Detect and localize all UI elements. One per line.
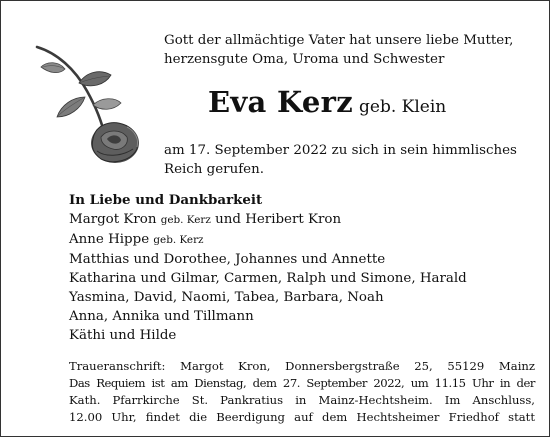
mourner-line-1-maiden: geb. Kerz [160, 214, 211, 226]
burial-line: 12.00 Uhr, findet die Beerdigung auf dem Hechtsheimer Friedhof statt [69, 410, 535, 424]
mourning-address: Traueranschrift: Margot Kron, Donnersbergstraße 25, 55129 Mainz [69, 359, 535, 373]
requiem-line-1: Das Requiem ist am Dienstag, dem 27. September 2022, um 11.15 Uhr in der [69, 376, 535, 390]
mourner-line-3: Matthias und Dorothee, Johannes und Annette [69, 252, 386, 267]
intro-line-2: herzensgute Oma, Uroma und Schwester [164, 52, 445, 67]
mourner-line-2 [69, 230, 539, 250]
death-text [164, 141, 534, 179]
mourner-line-4: Katharina und Gilmar, Carmen, Ralph und Simone, Harald [69, 271, 467, 286]
intro-line-1: Gott der allmächtige Vater hat unsere liebe Mutter, [164, 33, 514, 48]
mourner-line-2-maiden: geb. Kerz [153, 234, 204, 246]
name-text: Eva Kerz [208, 85, 354, 119]
mourner-line-2-name: Anne Hippe [69, 232, 154, 247]
mourner-line-6: Anna, Annika und Tillmann [69, 309, 254, 324]
death-line-2: Reich gerufen. [164, 162, 264, 177]
mourner-line-7: Käthi und Hilde [69, 328, 177, 343]
mourner-line-1 [69, 210, 539, 230]
mourners-list [69, 191, 539, 345]
maiden-name-text: geb. Klein [359, 97, 447, 117]
death-line-1: am 17. September 2022 zu sich in sein himmlisches [164, 143, 517, 158]
service-info [69, 358, 535, 426]
mourner-line-1-name: Margot Kron [69, 212, 161, 227]
requiem-line-2: Kath. Pfarrkirche St. Pankratius in Mainz-Hechtsheim. Im Anschluss, [69, 393, 535, 407]
deceased-name [208, 85, 446, 119]
intro-text [164, 31, 524, 69]
mourners-heading: In Liebe und Dankbarkeit [69, 192, 263, 208]
rose-icon [35, 39, 147, 169]
mourner-line-5: Yasmina, David, Naomi, Tabea, Barbara, Noah [69, 290, 384, 305]
mourner-line-1-spouse: und Heribert Kron [210, 212, 342, 227]
